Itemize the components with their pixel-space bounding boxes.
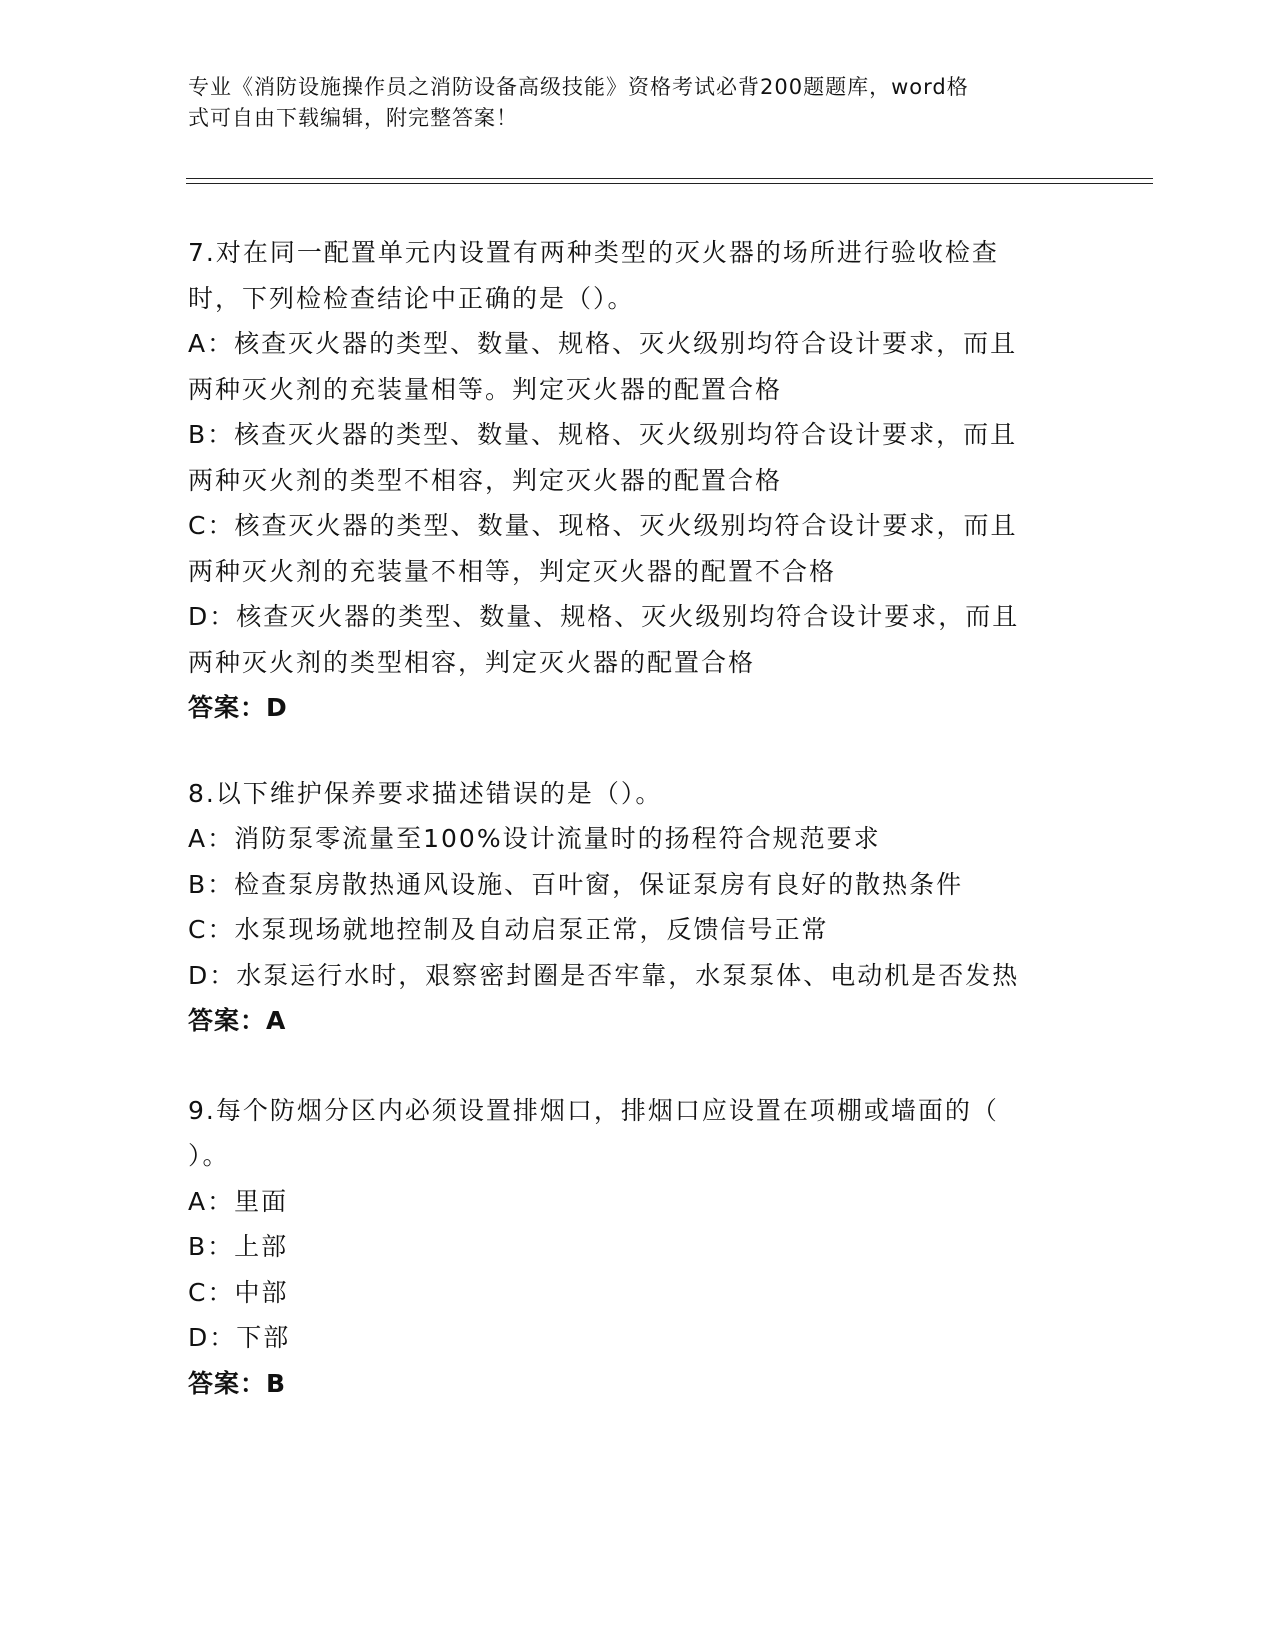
option-d: D：核查灭火器的类型、数量、规格、灭火级别均符合设计要求，而且 <box>188 602 1020 631</box>
question-stem-continued: ）。 <box>188 1141 230 1170</box>
option-d: D：下部 <box>188 1323 291 1352</box>
option-c: C：水泵现场就地控制及自动启泵正常，反馈信号正常 <box>188 915 829 944</box>
question-spacer <box>188 1044 1088 1088</box>
option-b: B：检查泵房散热通风设施、百叶窗，保证泵房有良好的散热条件 <box>188 869 964 899</box>
header-line-1: 专业《消防设施操作员之消防设备高级技能》资格考试必背200题题库，word格 <box>188 75 969 99</box>
option-a-continued: 两种灭火剂的充装量相等。判定灭火器的配置合格 <box>188 374 783 404</box>
header-divider-top <box>186 178 1153 179</box>
header-divider-bottom <box>186 183 1153 184</box>
answer-label: 答案：B <box>188 1368 287 1398</box>
option-c: C：核查灭火器的类型、数量、现格、灭火级别均符合设计要求，而且 <box>188 511 1018 540</box>
question-stem: 8.以下维护保养要求描述错误的是（）。 <box>188 778 663 808</box>
question-9 <box>188 1088 1088 1407</box>
option-a: A：核查灭火器的类型、数量、规格、灭火级别均符合设计要求，而且 <box>188 329 1018 358</box>
option-c-continued: 两种灭火剂的充装量不相等，判定灭火器的配置不合格 <box>188 556 837 586</box>
question-stem-continued: 时，下列检检查结论中正确的是（）。 <box>188 283 635 313</box>
answer-label: 答案：D <box>188 693 288 722</box>
option-b-continued: 两种灭火剂的类型不相容，判定灭火器的配置合格 <box>188 465 783 495</box>
option-c: C：中部 <box>188 1277 289 1307</box>
question-8 <box>188 771 1088 1044</box>
option-b: B：上部 <box>188 1232 289 1261</box>
question-stem: 7.对在同一配置单元内设置有两种类型的灭火器的场所进行验收检查 <box>188 238 999 267</box>
question-stem: 9.每个防烟分区内必须设置排烟口，排烟口应设置在项棚或墙面的（ <box>188 1095 999 1125</box>
option-a: A：里面 <box>188 1186 289 1216</box>
question-7 <box>188 230 1088 731</box>
document-header <box>188 72 1068 134</box>
question-list <box>188 230 1088 1406</box>
option-b: B：核查灭火器的类型、数量、规格、灭火级别均符合设计要求，而且 <box>188 420 1018 449</box>
answer-label: 答案：A <box>188 1006 287 1035</box>
option-a: A：消防泵零流量至100%设计流量时的扬程符合规范要求 <box>188 824 881 853</box>
option-d: D：水泵运行水时，艰察密封圈是否牢靠，水泵泵体、电动机是否发热 <box>188 960 1020 990</box>
option-d-continued: 两种灭火剂的类型相容，判定灭火器的配置合格 <box>188 647 756 677</box>
question-spacer <box>188 731 1088 771</box>
header-line-2: 式可自由下载编辑，附完整答案！ <box>188 106 518 130</box>
